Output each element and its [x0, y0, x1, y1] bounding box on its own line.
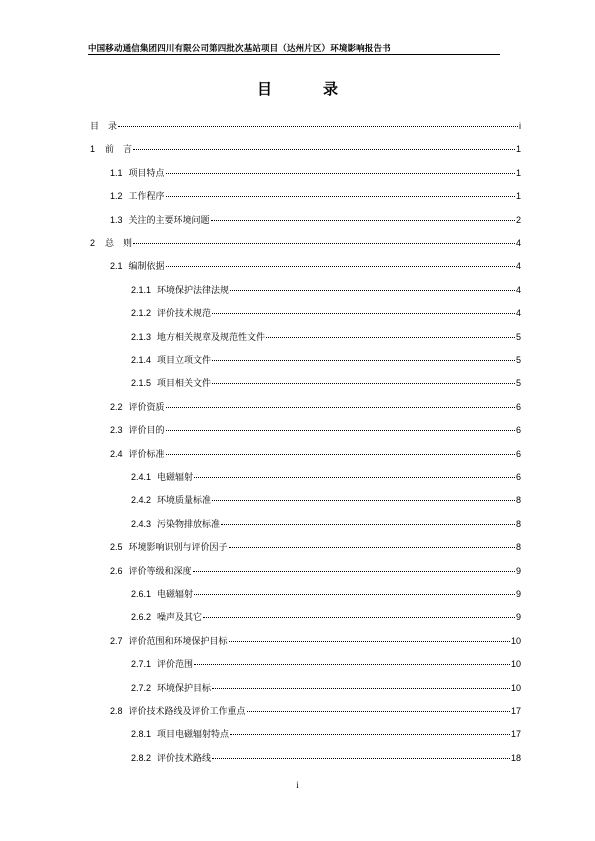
- toc-entry-number: 2.4.2: [131, 495, 152, 506]
- toc-entry-page: 10: [510, 659, 521, 670]
- toc-dot-leader: [230, 290, 515, 291]
- toc-dot-leader: [166, 266, 515, 267]
- toc-dot-leader: [133, 149, 515, 150]
- toc-dot-leader: [193, 571, 515, 572]
- toc-dot-leader: [166, 454, 515, 455]
- toc-entry-page: 8: [515, 518, 521, 529]
- toc-dot-leader: [221, 524, 515, 525]
- toc-entry[interactable]: [110, 447, 521, 461]
- toc-dot-leader: [212, 688, 510, 689]
- toc-dot-leader: [212, 758, 510, 759]
- toc-dot-leader: [118, 126, 518, 127]
- toc-entry-title: 项目相关文件: [157, 379, 212, 390]
- toc-entry-title: 评价技术路线: [157, 753, 212, 764]
- toc-entry-title: 污染物排放标准: [157, 519, 221, 530]
- toc-entry-number: 1.1: [110, 167, 123, 178]
- toc-entry[interactable]: [110, 540, 521, 554]
- toc-entry[interactable]: [110, 400, 521, 414]
- toc-entry-title: 目 录: [90, 122, 118, 132]
- toc-entry-page: 17: [510, 729, 521, 740]
- toc-entry-number: 2.6.1: [131, 589, 152, 599]
- toc-title: 目 录: [256, 80, 356, 98]
- toc-dot-leader: [166, 196, 515, 197]
- toc-entry[interactable]: [110, 634, 521, 648]
- toc-entry-title: 编制依据: [128, 262, 165, 273]
- toc-dot-leader: [229, 641, 510, 642]
- toc-entry-title: 工作程序: [128, 192, 165, 203]
- toc-entry[interactable]: [110, 704, 521, 718]
- toc-entry-title: 总 则: [105, 239, 133, 249]
- toc-dot-leader: [212, 500, 515, 501]
- toc-entry-title: 前 言: [105, 145, 133, 156]
- toc-entry[interactable]: [131, 587, 521, 601]
- toc-dot-leader: [194, 664, 510, 665]
- toc-entry-page: 1: [515, 191, 521, 202]
- toc-entry[interactable]: [131, 470, 521, 484]
- toc-entry-number: 2.4.1: [131, 472, 152, 482]
- toc-entry-page: 6: [515, 401, 521, 412]
- toc-entry[interactable]: [131, 681, 521, 695]
- toc-entry-number: 2.5: [110, 542, 123, 553]
- toc-dot-leader: [266, 337, 515, 338]
- toc-entry-title: 项目特点: [128, 168, 165, 179]
- toc-entry-title: 评价技术路线及评价工作重点: [128, 707, 246, 717]
- header-text: 中国移动通信集团四川有限公司第四批次基站项目（达州片区）环境影响报告书: [88, 44, 391, 54]
- toc-entry-number: 2.1.3: [131, 331, 152, 342]
- toc-dot-leader: [166, 430, 515, 431]
- toc-entry-page: 6: [515, 448, 521, 459]
- toc-dot-leader: [212, 313, 515, 314]
- toc-entry-title: 噪声及其它: [157, 613, 203, 624]
- toc-entry-page: 9: [515, 589, 521, 599]
- page-number: i: [296, 780, 299, 790]
- toc-entry-page: i: [519, 121, 521, 131]
- toc-entry-number: 2.7.1: [131, 659, 152, 670]
- toc-entry-title: 项目电磁辐射特点: [157, 730, 230, 741]
- toc-dot-leader: [166, 407, 515, 408]
- toc-entry-page: 18: [510, 752, 521, 763]
- toc-entry[interactable]: [131, 727, 521, 741]
- toc-entry[interactable]: [90, 119, 521, 133]
- toc-entry[interactable]: [110, 564, 521, 578]
- toc-entry[interactable]: [131, 751, 521, 765]
- toc-entry-number: 1.2: [110, 191, 123, 202]
- toc-entry-title: 地方相关规章及规范性文件: [157, 332, 266, 343]
- toc-entry-title: 评价目的: [128, 426, 165, 437]
- toc-entry-page: 4: [515, 238, 521, 248]
- toc-entry[interactable]: [131, 306, 521, 320]
- toc-entry[interactable]: [110, 259, 521, 273]
- toc-entry-number: 2.6: [110, 565, 123, 576]
- toc-entry-page: 10: [510, 635, 521, 646]
- toc-entry-title: 项目立项文件: [157, 356, 212, 366]
- toc-entry-page: 4: [515, 261, 521, 272]
- toc-entry-page: 8: [515, 542, 521, 553]
- toc-entry[interactable]: [131, 493, 521, 507]
- toc-entry[interactable]: [131, 353, 521, 367]
- toc-entry-page: 8: [515, 495, 521, 506]
- toc-entry-number: 2.1.5: [131, 378, 152, 389]
- toc-dot-leader: [212, 360, 515, 361]
- toc-entry-title: 环境质量标准: [157, 496, 212, 507]
- toc-entry-title: 评价技术规范: [157, 309, 212, 320]
- toc-dot-leader: [212, 383, 515, 384]
- toc-entry-page: 4: [515, 308, 521, 319]
- toc-entry[interactable]: [131, 376, 521, 390]
- toc-entry-number: 2.3: [110, 425, 123, 436]
- toc-entry-page: 5: [515, 355, 521, 365]
- toc-entry-number: 1.3: [110, 214, 123, 225]
- toc-entry-page: 6: [515, 425, 521, 436]
- toc-entry-number: 2.1.4: [131, 355, 152, 365]
- toc-entry-title: 环境保护法律法规: [157, 285, 230, 296]
- toc-entry-title: 电磁辐射: [157, 590, 194, 600]
- toc-dot-leader: [194, 594, 515, 595]
- toc-entry-title: 关注的主要环境问题: [128, 215, 210, 226]
- toc-entry-number: 2.4.3: [131, 518, 152, 529]
- toc-entry-page: 1: [515, 167, 521, 178]
- toc-entry-number: 2: [90, 238, 96, 248]
- toc-entry-number: 2.7.2: [131, 682, 152, 693]
- toc-dot-leader: [211, 220, 515, 221]
- toc-entry-page: 10: [510, 682, 521, 693]
- toc-entry-page: 6: [515, 472, 521, 482]
- toc-entry-page: 5: [515, 331, 521, 342]
- toc-dot-leader: [194, 477, 515, 478]
- toc-entry-title: 环境保护目标: [157, 683, 212, 694]
- toc-entry-page: 9: [515, 565, 521, 576]
- toc-entry[interactable]: [131, 283, 521, 297]
- toc-entry[interactable]: [90, 142, 521, 156]
- toc-entry-title: 评价范围: [157, 660, 194, 671]
- toc-entry-title: 评价资质: [128, 402, 165, 413]
- toc-entry-title: 评价范围和环境保护目标: [128, 636, 228, 647]
- toc-entry-page: 4: [515, 284, 521, 295]
- toc-entry[interactable]: [110, 213, 521, 227]
- toc-entry-number: 2.1.1: [131, 284, 152, 295]
- toc-dot-leader: [133, 243, 515, 244]
- toc-dot-leader: [247, 711, 510, 712]
- toc-entry-page: 1: [515, 144, 521, 155]
- toc-entry[interactable]: [131, 330, 521, 344]
- toc-entry-number: 1: [90, 144, 96, 155]
- toc-dot-leader: [203, 617, 515, 618]
- toc-entry-number: 2.2: [110, 401, 123, 412]
- toc-entry-number: 2.7: [110, 635, 123, 646]
- toc-entry-page: 9: [515, 612, 521, 623]
- toc-entry-number: 2.8.2: [131, 752, 152, 763]
- toc-entry[interactable]: [131, 610, 521, 624]
- toc-entry-number: 2.8: [110, 706, 123, 716]
- toc-entry[interactable]: [90, 236, 521, 250]
- toc-entry-page: 17: [510, 706, 521, 716]
- toc-entry[interactable]: [110, 189, 521, 203]
- toc-entry-page: 5: [515, 378, 521, 389]
- toc-dot-leader: [229, 547, 515, 548]
- toc-entry-title: 环境影响识别与评价因子: [128, 543, 228, 554]
- toc-entry[interactable]: [110, 166, 521, 180]
- toc-entry-title: 评价标准: [128, 449, 165, 460]
- toc-entry-title: 电磁辐射: [157, 473, 194, 483]
- toc-dot-leader: [166, 173, 515, 174]
- toc-entry-number: 2.1: [110, 261, 123, 272]
- toc-entry-title: 评价等级和深度: [128, 566, 192, 577]
- toc-entry-number: 2.6.2: [131, 612, 152, 623]
- toc-entry[interactable]: [131, 657, 521, 671]
- toc-entry-number: 2.4: [110, 448, 123, 459]
- toc-entry[interactable]: [110, 423, 521, 437]
- toc-entry[interactable]: [131, 517, 521, 531]
- toc-entry-number: 2.1.2: [131, 308, 152, 319]
- toc-entry-number: 2.8.1: [131, 729, 152, 740]
- toc-entry-page: 2: [515, 214, 521, 225]
- toc-dot-leader: [230, 734, 510, 735]
